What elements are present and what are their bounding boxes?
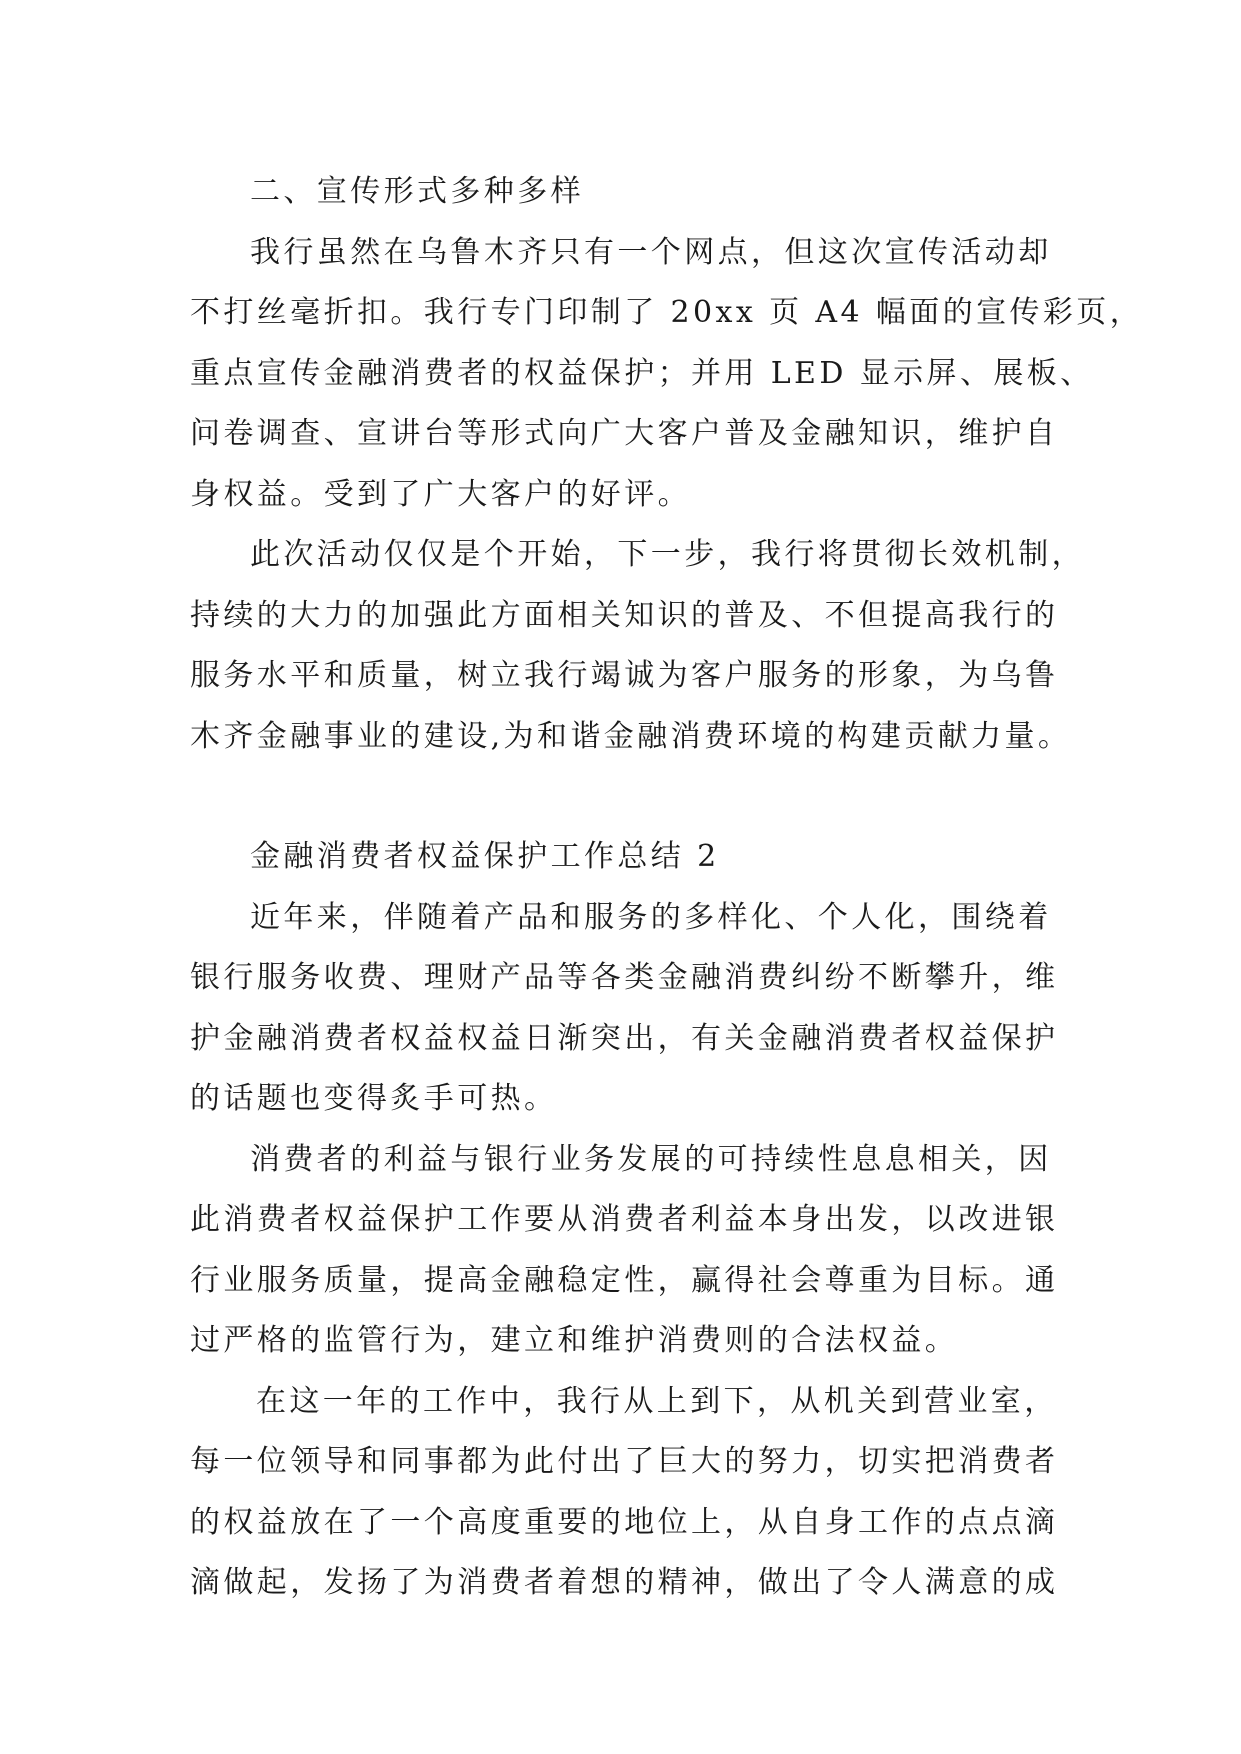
paragraph-recent-years (190, 888, 1060, 1130)
text-line: 重点宣传金融消费者的权益保护；并用 LED 显示屏、展板、 (190, 355, 1094, 391)
text-line: 此消费者权益保护工作要从消费者利益本身出发，以改进银 (190, 1202, 1059, 1237)
section-spacer (190, 767, 1060, 827)
text-line: 的权益放在了一个高度重要的地位上，从自身工作的点点滴 (190, 1504, 1059, 1540)
text-line: 行业服务质量，提高金融稳定性，赢得社会尊重为目标。通 (190, 1262, 1059, 1298)
text-line: 持续的大力的加强此方面相关知识的普及、不但提高我行的 (190, 597, 1059, 633)
text-line: 木齐金融事业的建设,为和谐金融消费环境的构建贡献力量。 (190, 718, 1072, 754)
text-line: 问卷调查、宣讲台等形式向广大客户普及金融知识，维护自 (190, 416, 1059, 451)
text-line: 服务水平和质量，树立我行竭诚为客户服务的形象，为乌鲁 (190, 658, 1059, 693)
text-line: 身权益。受到了广大客户的好评。 (190, 476, 691, 512)
text-line: 过严格的监管行为，建立和维护消费则的合法权益。 (190, 1323, 959, 1358)
paragraph-consumer-interests (190, 1130, 1060, 1372)
text-line: 金融消费者权益保护工作总结 2 (250, 839, 720, 874)
text-line: 近年来，伴随着产品和服务的多样化、个人化，围绕着 (250, 899, 1052, 935)
text-line: 消费者的利益与银行业务发展的可持续性息息相关，因 (250, 1141, 1052, 1177)
section-title-summary-2 (190, 827, 1060, 888)
text-line: 的话题也变得炙手可热。 (190, 1081, 558, 1116)
text-line: 不打丝毫折扣。我行专门印制了 20xx 页 A4 幅面的宣传彩页， (190, 295, 1144, 330)
text-line: 我行虽然在乌鲁木齐只有一个网点，但这次宣传活动却 (250, 234, 1052, 270)
text-line: 此次活动仅仅是个开始，下一步，我行将贯彻长效机制， (250, 537, 1085, 572)
paragraph-publicity-activity (190, 223, 1144, 526)
text-line: 在这一年的工作中，我行从上到下，从机关到营业室， (256, 1383, 1058, 1419)
text-line: 每一位领导和同事都为此付出了巨大的努力，切实把消费者 (190, 1444, 1059, 1479)
paragraph-this-year-work (190, 1372, 1060, 1614)
document-body (190, 162, 1144, 1614)
text-line: 银行服务收费、理财产品等各类金融消费纠纷不断攀升，维 (190, 960, 1059, 995)
text-line: 护金融消费者权益权益日渐突出，有关金融消费者权益保护 (190, 1020, 1059, 1056)
text-line: 滴做起，发扬了为消费者着想的精神，做出了令人满意的成 (190, 1565, 1059, 1600)
text-line: 二、宣传形式多种多样 (250, 174, 584, 209)
heading-publicity-forms (190, 162, 1060, 223)
paragraph-next-steps (190, 525, 1085, 767)
